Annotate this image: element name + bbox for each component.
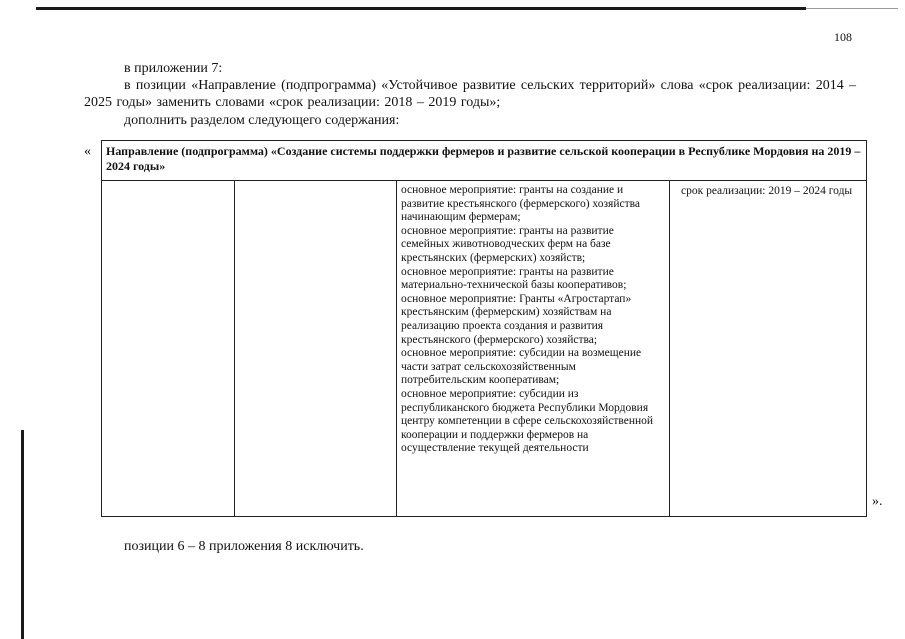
- measure-line: материально-технической базы кооперативов;: [401, 279, 627, 292]
- measure-line: семейных животноводческих ферм на базе: [401, 238, 611, 251]
- scan-top-border-thin: [806, 8, 898, 9]
- cell-implementation-period: срок реализации: 2019 – 2024 годы: [681, 185, 853, 197]
- measure-line: основное мероприятие: гранты на развитие: [401, 265, 614, 278]
- paragraph-appendix-7: в приложении 7:: [124, 61, 223, 76]
- paragraph-add-section: дополнить разделом следующего содержания:: [124, 113, 400, 128]
- measure-line: основное мероприятие: гранты на создание и: [401, 184, 624, 196]
- measure-line: основное мероприятие: гранты на развитие: [401, 224, 614, 237]
- measure-line: основное мероприятие: Гранты «Агростартап»: [401, 292, 632, 305]
- measure-line: крестьянского (фермерского) хозяйства;: [401, 333, 598, 346]
- column-divider: [396, 181, 397, 516]
- paragraph-replace-words: в позиции «Направление (подпрограмма) «Устойчивое развитие сельских территорий» слова «срок реализации: 2014 – 2025 годы» заменить словами «срок реализации: 2018 – 2019 годы»;: [84, 78, 856, 110]
- page-number: 108: [834, 30, 852, 44]
- closing-quote: ».: [872, 494, 883, 509]
- measure-line: основное мероприятие: субсидии из: [401, 387, 579, 400]
- measure-line: потребительским кооперативам;: [401, 374, 560, 387]
- measure-line: части затрат сельскохозяйственным: [401, 360, 576, 373]
- measure-line: республиканского бюджета Республики Мордовия: [401, 401, 649, 414]
- measure-line: осуществление текущей деятельности: [401, 442, 589, 455]
- scan-top-border: [36, 7, 806, 10]
- table-header-direction: Направление (подпрограмма) «Создание системы поддержки фермеров и развитие сельской кооперации в Республике Мордовия на 2019 – 2024 годы»: [102, 141, 866, 181]
- measure-line: начинающим фермерам;: [401, 211, 521, 224]
- measure-line: кооперации и поддержки фермеров на: [401, 428, 589, 441]
- measure-line: основное мероприятие: субсидии на возмещение: [401, 347, 642, 360]
- column-divider: [669, 181, 670, 516]
- measure-line: крестьянских (фермерских) хозяйств;: [401, 251, 586, 264]
- inserted-section-table: [101, 140, 867, 517]
- measure-line: центру компетенции в сфере сельскохозяйственной: [401, 415, 654, 428]
- column-divider: [234, 181, 235, 516]
- scan-left-edge: [21, 430, 24, 639]
- opening-quote: «: [84, 144, 91, 159]
- cell-main-measures: [401, 184, 667, 456]
- measure-line: реализацию проекта создания и развития: [401, 319, 604, 332]
- measure-line: развитие крестьянского (фермерского) хозяйства: [401, 197, 640, 210]
- measure-line: крестьянским (фермерским) хозяйствам на: [401, 306, 612, 319]
- paragraph-exclude-positions: позиции 6 – 8 приложения 8 исключить.: [124, 539, 364, 554]
